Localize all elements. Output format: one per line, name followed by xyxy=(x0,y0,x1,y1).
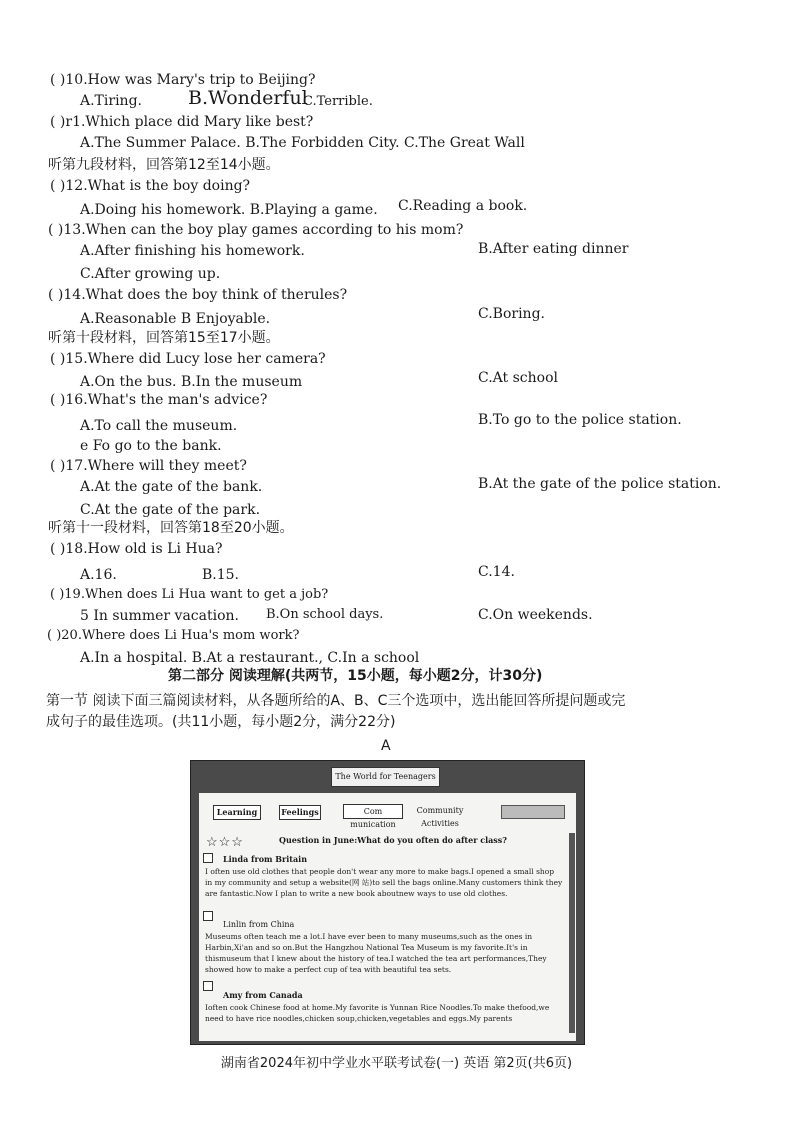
q16-option-b: B.To go to the police station. xyxy=(478,412,682,428)
q13-option-b: B.After eating dinner xyxy=(478,241,629,257)
post-2-author: Linlin from China xyxy=(223,920,295,929)
post-3-text: Ioften cook Chinese food at home.My favorite is Yunnan Rice Noodles.To make thefood,we need to have rice noodles,chicken soup,chicken,vegetables and eggs.My parents xyxy=(205,1003,550,1023)
section-11-heading: 听第十一段材料，回答第18至20小题。 xyxy=(48,520,294,536)
q18-line: ( )18.How old is Li Hua? xyxy=(50,541,223,557)
post-1-author: Linda from Britain xyxy=(223,854,308,864)
website-content xyxy=(199,793,576,1041)
q15-line: ( )15.Where did Lucy lose her camera? xyxy=(50,351,326,367)
q12-line: ( )12.What is the boy doing? xyxy=(50,178,251,194)
q14-option-c: C.Boring. xyxy=(478,306,545,322)
q20-line: ( )20.Where does Li Hua's mom work? xyxy=(47,628,300,643)
q14-line: ( )14.What does the boy think of therules? xyxy=(48,287,348,303)
checkbox-2 xyxy=(203,911,213,921)
q19-option-a: 5 In summer vacation. xyxy=(80,608,239,624)
q16-option-a: A.To call the museum. xyxy=(80,418,238,434)
post-2-text: Museums often teach me a lot.I have ever been to many museums,such as the ones in Harbin,Xi'an and so on.But the Hangzhou National Tea Museum is my favorite.It's in thismuseum that I knew about the history of tea.I watched the tea art performances,They showed how to make a perfect cup of tea with beautiful tea sets. xyxy=(205,932,547,974)
q12-option-c: C.Reading a book. xyxy=(398,198,528,214)
search-box xyxy=(501,805,565,819)
section-9-heading: 听第九段材料，回答第12至14小题。 xyxy=(48,157,280,173)
tab-communication: Com munication xyxy=(343,804,403,819)
passage-label: A xyxy=(381,738,391,754)
scrollbar xyxy=(569,833,575,1033)
q17-line: ( )17.Where will they meet? xyxy=(50,458,247,474)
q19-option-b: B.On school days. xyxy=(266,607,384,622)
rating-stars: ☆☆☆ xyxy=(206,835,244,850)
q15-options-ab: A.On the bus. B.In the museum xyxy=(80,374,303,390)
q20-options: A.In a hospital. B.At a restaurant., C.In a school xyxy=(80,650,420,666)
part-2-heading: 第二部分 阅读理解(共两节，15小题，每小题2分，计30分) xyxy=(168,668,543,684)
tab-community-activities: Community Activities xyxy=(416,806,464,828)
q11-line: ( )r1.Which place did Mary like best? xyxy=(50,114,314,130)
website-title: The World for Teenagers xyxy=(331,767,440,787)
q12-options-ab: A.Doing his homework. B.Playing a game. xyxy=(80,202,378,218)
q19-option-c: C.On weekends. xyxy=(478,607,593,623)
q10-option-c: C.Terrible. xyxy=(303,94,373,109)
q13-line: ( )13.When can the boy play games according to his mom? xyxy=(48,222,464,238)
q19-line: ( )19.When does Li Hua want to get a job? xyxy=(50,587,329,602)
page-footer: 湖南省2024年初中学业水平联考试卷(一) 英语 第2页(共6页) xyxy=(220,1056,573,1071)
q16-line: ( )16.What's the man's advice? xyxy=(50,392,268,408)
website-screenshot xyxy=(190,760,585,1045)
q18-option-a: A.16. xyxy=(80,567,117,583)
q11-options: A.The Summer Palace. B.The Forbidden City. C.The Great Wall xyxy=(80,135,525,151)
q18-option-b: B.15. xyxy=(202,567,240,583)
q10-option-a: A.Tiring. xyxy=(80,93,142,109)
question-of-month: Question in June:What do you often do after class? xyxy=(279,835,507,845)
q15-option-c: C.At school xyxy=(478,370,558,386)
post-1-text: I often use old clothes that people don't wear any more to make bags.I opened a small shop in my community and setup a website(网 站)to sell the bags online.Many customers think they are fantastic.Now I plan to write a new book aboutnew ways to use old clothes. xyxy=(205,867,563,898)
checkbox-1 xyxy=(203,853,213,863)
tab-feelings: Feelings xyxy=(279,805,321,820)
section-1-instruction-cont: 成句子的最佳选项。(共11小题，每小题2分，满分22分) xyxy=(46,714,396,730)
tab-learning: Learning xyxy=(213,805,261,820)
q13-option-c: C.After growing up. xyxy=(80,266,221,282)
q14-options-ab: A.Reasonable B Enjoyable. xyxy=(80,311,271,327)
q16-option-c: e Fo go to the bank. xyxy=(80,438,222,454)
q13-option-a: A.After finishing his homework. xyxy=(80,243,305,259)
q10-option-b: B.Wonderful xyxy=(188,87,308,109)
section-10-heading: 听第十段材料，回答第15至17小题。 xyxy=(48,330,280,346)
section-1-instruction: 第一节 阅读下面三篇阅读材料，从各题所给的A、B、C三个选项中，选出能回答所提问题或完 xyxy=(46,693,626,709)
checkbox-3 xyxy=(203,981,213,991)
q17-option-c: C.At the gate of the park. xyxy=(80,502,261,518)
q17-option-b: B.At the gate of the police station. xyxy=(478,476,722,492)
q10-line: ( )10.How was Mary's trip to Beijing? xyxy=(50,72,316,88)
post-3-author: Amy from Canada xyxy=(223,990,303,1000)
q18-option-c: C.14. xyxy=(478,564,515,580)
q17-option-a: A.At the gate of the bank. xyxy=(80,479,263,495)
